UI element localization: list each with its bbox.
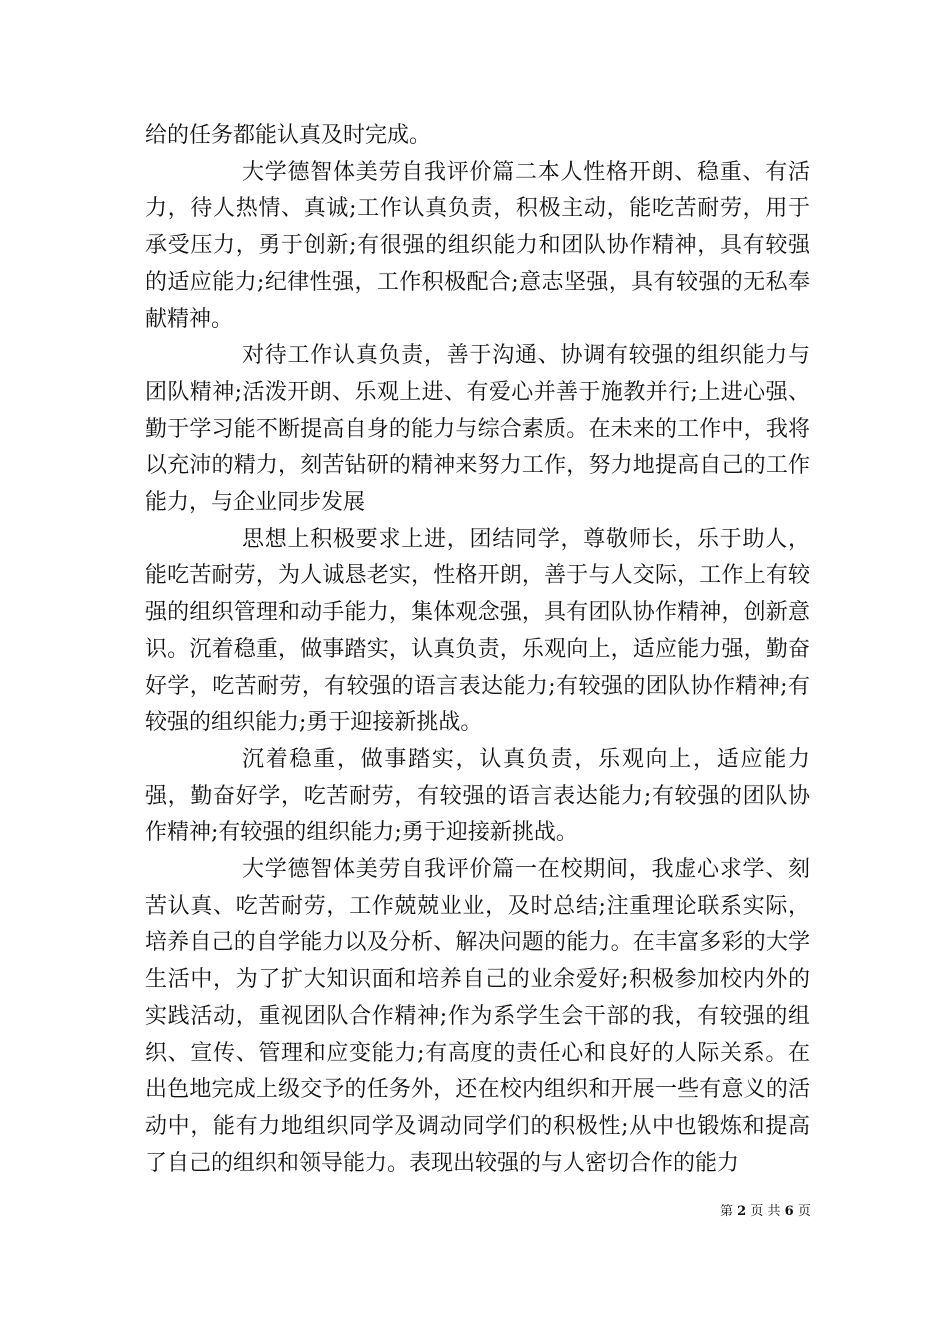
paragraph-1: 给的任务都能认真及时完成。 bbox=[145, 123, 432, 148]
footer-prefix: 第 bbox=[720, 1204, 734, 1219]
paragraph-6: 大学德智体美劳自我评价篇一在校期间，我虚心求学、刻苦认真、吃苦耐劳，工作兢兢业业，及时总结;注重理论联系实际，培养自己的自学能力以及分析、解决问题的能力。在丰富多彩的大学生活中，为了扩大知识面和培养自己的业余爱好;积极参加校内外的实践活动，重视团队合作精神;作为系学生会干部的我，有较强的组织、宣传、管理和应变能力;有高度的责任心和良好的人际关系。在出色地完成上级交予的任务外，还在校内组织和开展一些有意义的活动中，能有力地组织同学及调动同学们的积极性;从中也锻炼和提高了自己的组织和领导能力。表现出较强的与人密切合作的能力 bbox=[145, 857, 810, 1176]
page-footer bbox=[720, 1204, 810, 1220]
paragraph-2: 大学德智体美劳自我评价篇二本人性格开朗、稳重、有活力，待人热情、真诚;工作认真负责，积极主动，能吃苦耐劳，用于承受压力，勇于创新;有很强的组织能力和团队协作精神，具有较强的适应能力;纪律性强，工作积极配合;意志坚强，具有较强的无私奉献精神。 bbox=[145, 159, 810, 332]
paragraph-5: 沉着稳重，做事踏实，认真负责，乐观向上，适应能力强，勤奋好学，吃苦耐劳，有较强的语言表达能力;有较强的团队协作精神;有较强的组织能力;勇于迎接新挑战。 bbox=[145, 746, 810, 846]
footer-suffix: 页 bbox=[797, 1204, 811, 1219]
footer-total-pages: 6 bbox=[784, 1204, 794, 1219]
paragraph-4: 思想上积极要求上进，团结同学，尊敬师长，乐于助人，能吃苦耐劳，为人诚恳老实，性格开朗，善于与人交际，工作上有较强的组织管理和动手能力，集体观念强，具有团队协作精神，创新意识。沉着稳重，做事踏实，认真负责，乐观向上，适应能力强，勤奋好学，吃苦耐劳，有较强的语言表达能力;有较强的团队协作精神;有较强的组织能力;勇于迎接新挑战。 bbox=[145, 526, 810, 736]
footer-page-number: 2 bbox=[737, 1204, 747, 1219]
body-text bbox=[145, 118, 810, 1182]
footer-middle: 页 共 bbox=[750, 1204, 781, 1219]
paragraph-3: 对待工作认真负责，善于沟通、协调有较强的组织能力与团队精神;活泼开朗、乐观上进、有爱心并善于施教并行;上进心强、勤于学习能不断提高自身的能力与综合素质。在未来的工作中，我将以充沛的精力，刻苦钻研的精神来努力工作，努力地提高自己的工作能力，与企业同步发展 bbox=[145, 343, 810, 516]
